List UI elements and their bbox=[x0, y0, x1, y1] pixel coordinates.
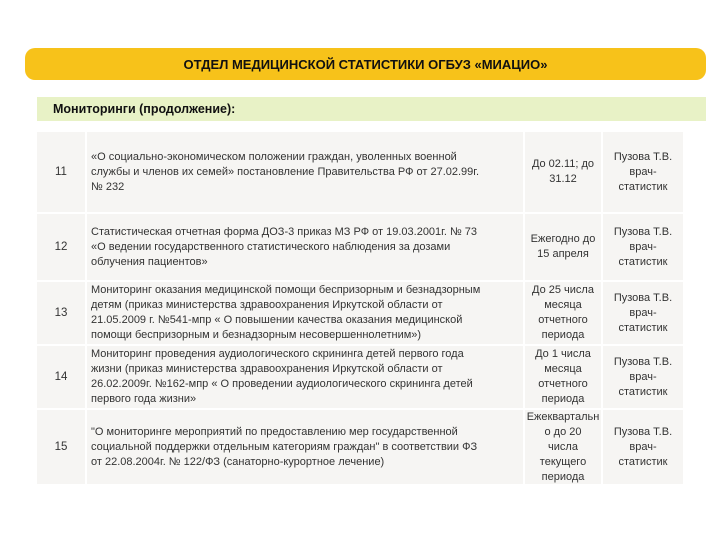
row-number: 14 bbox=[37, 346, 87, 408]
row-description: Статистическая отчетная форма ДОЗ-3 приказ МЗ РФ от 19.03.2001г. № 73 «О ведении государственного статистического наблюдения за дозами облучения пациентов» bbox=[87, 214, 525, 280]
table-row bbox=[37, 282, 683, 346]
row-responsible: Пузова Т.В. врач- статистик bbox=[613, 291, 673, 334]
row-description: Мониторинг проведения аудиологического скрининга детей первого года жизни (приказ министерства здравоохранения Иркутской области от 26.02.2009г. №162-мпр « О проведении аудиологического скрининга детей первого года жизни» bbox=[87, 346, 525, 408]
row-responsible: Пузова Т.В. врач- статистик bbox=[613, 150, 673, 193]
row-description: «О социально-экономическом положении граждан, уволенных военной службы и членов их семей» постановление Правительства РФ от 27.02.99г. № 232 bbox=[87, 132, 525, 212]
row-deadline: До 1 числа месяца отчетного периода bbox=[525, 346, 603, 408]
row-deadline: Ежегодно до 15 апреля bbox=[525, 214, 603, 280]
section-subtitle: Мониторинги (продолжение): bbox=[37, 97, 706, 121]
row-number: 12 bbox=[37, 214, 87, 280]
row-description: "О мониторинге мероприятий по предоставлению мер государственной социальной поддержки отдельным категориям граждан" в соответствии ФЗ от 22.08.2004г. № 122/ФЗ (санаторно-курортное лечение) bbox=[87, 410, 525, 484]
table-row bbox=[37, 346, 683, 410]
row-deadline: Ежеквартальн о до 20 числа текущего периода bbox=[525, 410, 603, 484]
table-row bbox=[37, 410, 683, 486]
monitoring-table bbox=[37, 132, 683, 486]
row-deadline: До 25 числа месяца отчетного периода bbox=[525, 282, 603, 344]
row-responsible: Пузова Т.В. врач- статистик bbox=[613, 425, 673, 468]
table-row bbox=[37, 132, 683, 214]
row-number: 15 bbox=[37, 410, 87, 484]
row-responsible: Пузова Т.В. врач- статистик bbox=[613, 355, 673, 398]
row-description: Мониторинг оказания медицинской помощи беспризорным и безнадзорным детям (приказ министерства здравоохранения Иркутской области от 21.05.2009 г. №541-мпр « О повышении качества оказания медицинской помощи беспризорным и безнадзорным несовершеннолетним») bbox=[87, 282, 525, 344]
row-deadline: До 02.11; до 31.12 bbox=[525, 132, 603, 212]
row-number: 13 bbox=[37, 282, 87, 344]
table-row bbox=[37, 214, 683, 282]
row-number: 11 bbox=[37, 132, 87, 212]
row-responsible: Пузова Т.В. врач- статистик bbox=[613, 225, 673, 268]
page-title: ОТДЕЛ МЕДИЦИНСКОЙ СТАТИСТИКИ ОГБУЗ «МИАЦИО» bbox=[25, 48, 706, 80]
